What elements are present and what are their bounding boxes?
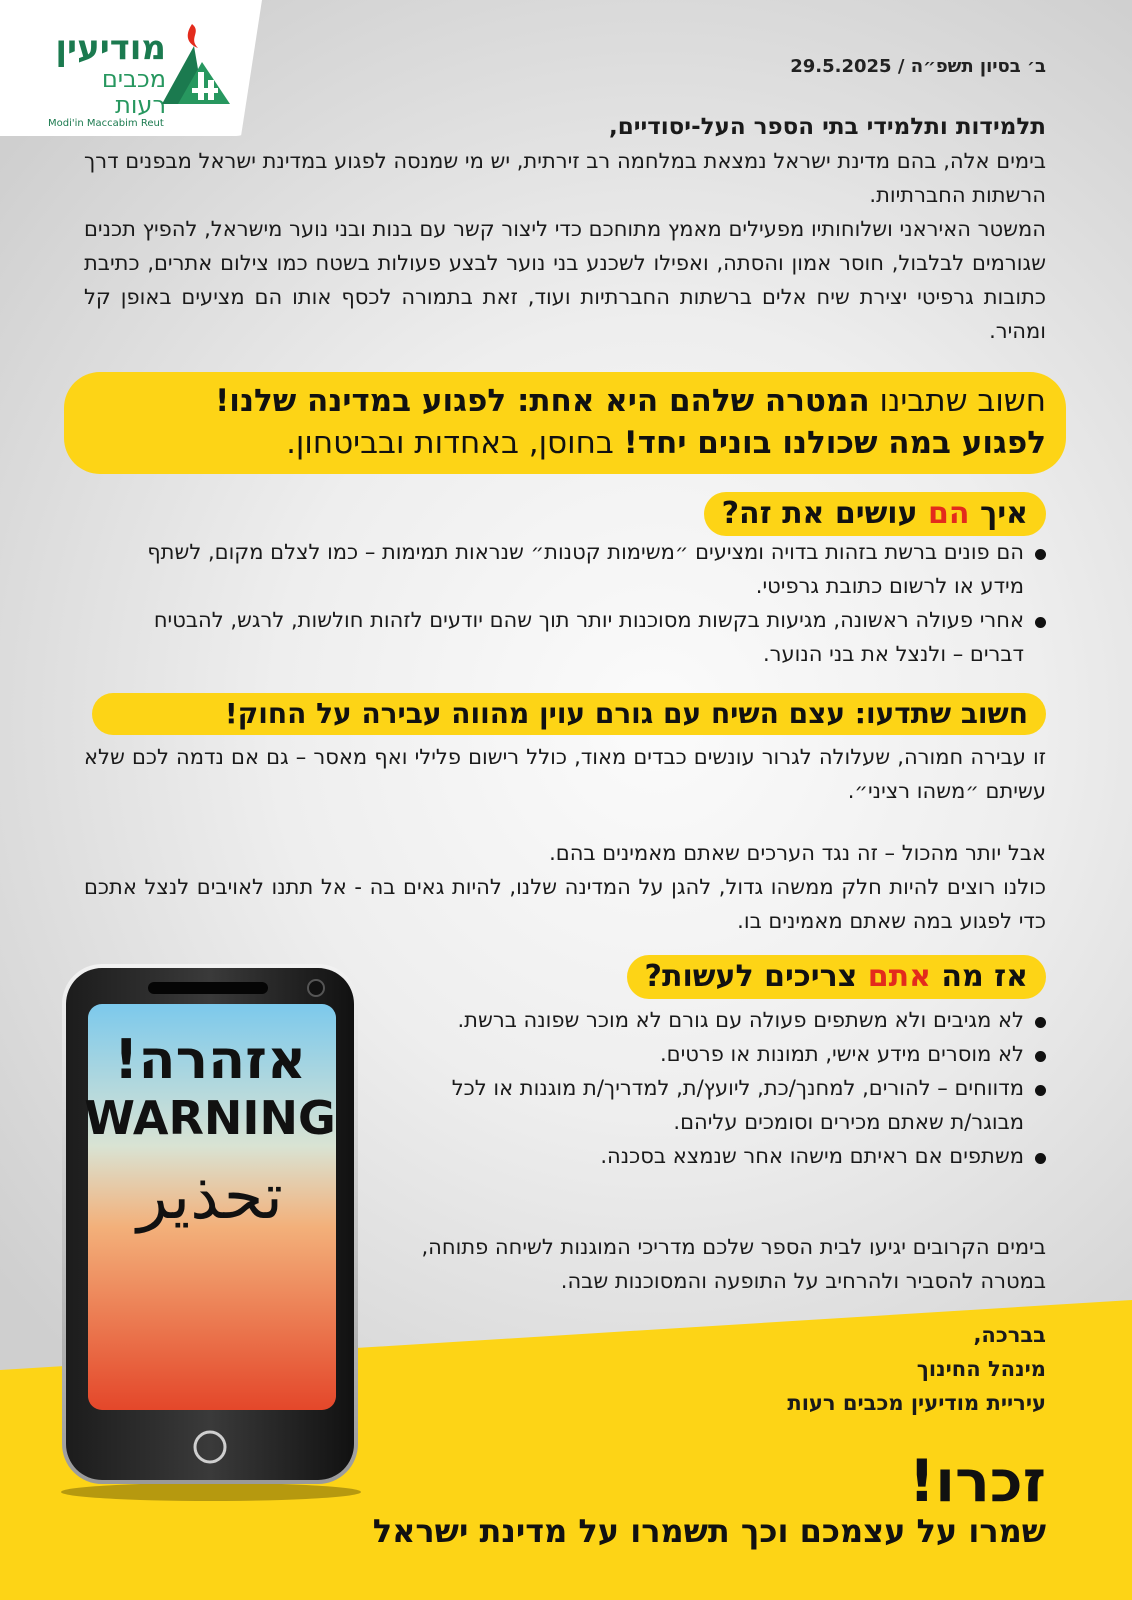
logo-name: מודיעין	[55, 28, 166, 68]
phone-warning-ar: تحذير	[137, 1160, 283, 1234]
what-heading-post: צריכים לעשות?	[644, 959, 868, 994]
list-item: הם פונים ברשת בזהות בדויה ומציעים ״משימות קטנות״ שנראות תמימות – כמו לצלם מקום, לשתף מידע או לרשום כתובת גרפיטי.	[106, 535, 1046, 603]
how-bullet-list	[106, 535, 1046, 671]
greeting: תלמידות ותלמידי בתי הספר העל-יסודיים,	[608, 114, 1046, 140]
logo-subname: מכבים רעות	[101, 65, 166, 119]
law-heading: חשוב שתדעו: עצם השיח עם גורם עוין מהווה עבירה על החוק!	[92, 693, 1046, 735]
list-item: מדווחים – להורים, למחנך/כת, ליועץ/ת, למדריך/ת מוגנות או לכל מבוגר/ת שאתם מכירים וסומכים עליהם.	[386, 1071, 1046, 1139]
what-heading	[627, 955, 1046, 999]
law-paragraph-1: זו עבירה חמורה, שעלולה לגרור עונשים כבדים מאוד, כולל רישום פלילי ואף מאסר – גם אם נדמה לכם שלא עשיתם ״משהו רציני״.	[84, 745, 1046, 803]
signoff-line: בברכה,	[973, 1323, 1046, 1347]
list-item: לא מוסרים מידע אישי, תמונות או פרטים.	[386, 1037, 1046, 1071]
key-message-part2: המטרה שלהם היא אחת: לפגוע במדינה שלנו!	[215, 383, 870, 419]
what-heading-highlight: אתם	[867, 959, 931, 994]
law-paragraph-3: כולנו רוצים להיות חלק ממשהו גדול, להגן על המדינה שלנו, להיות גאים בה - אל תתנו לאויבים לנצל אתכם כדי לפגוע במה שאתם מאמינים בו.	[84, 875, 1046, 933]
logo-english: Modi'in Maccabim Reut	[48, 118, 164, 129]
signoff-line: עיריית מודיעין מכבים רעות	[787, 1391, 1046, 1415]
phone-warning-en: WARNING	[84, 1091, 336, 1145]
signoff-line: מינהל החינוך	[916, 1357, 1046, 1381]
intro-paragraph-2: המשטר האיראני ושלוחותיו מפעילים מאמץ מתוחכם כדי ליצור קשר עם בנות ובני נוער מישראל, להפיץ תכנים שגורמים לבלבול, חוסר אמון והסתה, ואפילו לשכנע בני נוער לבצע פעולות בשטח כמו צילום אתרים, כתיבת כתובות גרפיטי יצירת שיח אלים ברשתות החברתיות ועוד, זאת בתמורה לכסף אותו הם מציעים באופן קל ומהיר.	[84, 217, 1046, 343]
intro-section	[84, 110, 1046, 348]
key-message-part1: חשוב שתבינו	[869, 383, 1046, 419]
how-heading-highlight: הם	[928, 496, 970, 531]
law-section	[84, 740, 1046, 938]
list-item: אחרי פעולה ראשונה, מגיעות בקשות מסוכנות יותר תוך שהם יודעים לזהות חולשות, לרגש, להבטיח דברים – ולנצל את בני הנוער.	[106, 603, 1046, 671]
what-heading-pre: אז מה	[930, 959, 1028, 994]
key-message	[86, 380, 1046, 464]
signoff	[787, 1318, 1046, 1420]
list-item: משתפים אם ראיתם מישהו אחר שנמצא בסכנה.	[386, 1139, 1046, 1173]
what-bullet-list	[386, 1003, 1046, 1173]
closing-section	[376, 1230, 1046, 1298]
how-heading	[704, 492, 1046, 536]
key-message-part4: בחוסן, באחדות ובביטחון.	[286, 425, 624, 461]
closing-paragraph: בימים הקרובים יגיעו לבית הספר שלכם מדריכי המוגנות לשיחה פתוחה, במטרה להסביר ולהרחיב על התופעה והמסוכנות שבה.	[421, 1235, 1046, 1293]
remember-footer	[372, 1447, 1046, 1550]
law-paragraph-2: אבל יותר מהכול – זה נגד הערכים שאתם מאמינים בהם.	[549, 841, 1046, 865]
key-message-part3: לפגוע במה שכולנו בונים יחד!	[623, 425, 1046, 461]
how-heading-pre: איך	[969, 496, 1028, 531]
intro-paragraph-1: בימים אלה, בהם מדינת ישראל נמצאת במלחמה רב זירתית, יש מי שמנסה לפגוע במדינת ישראל מבפנים דרך הרשתות החברתיות.	[84, 149, 1046, 207]
phone-warning-he: אזהרה!	[113, 1028, 307, 1091]
how-heading-post: עושים את זה?	[721, 496, 929, 531]
remember-title: זכרו!	[908, 1447, 1046, 1515]
remember-subtitle: שמרו על עצמכם וכך תשמרו על מדינת ישראל	[372, 1512, 1046, 1550]
warning-phone-illustration	[60, 962, 362, 1502]
letter-date: ב׳ בסיון תשפ״ה / 29.5.2025	[790, 56, 1046, 77]
logo-mark-icon	[158, 22, 234, 108]
list-item: לא מגיבים ולא משתפים פעולה עם גורם לא מוכר שפונה ברשת.	[386, 1003, 1046, 1037]
